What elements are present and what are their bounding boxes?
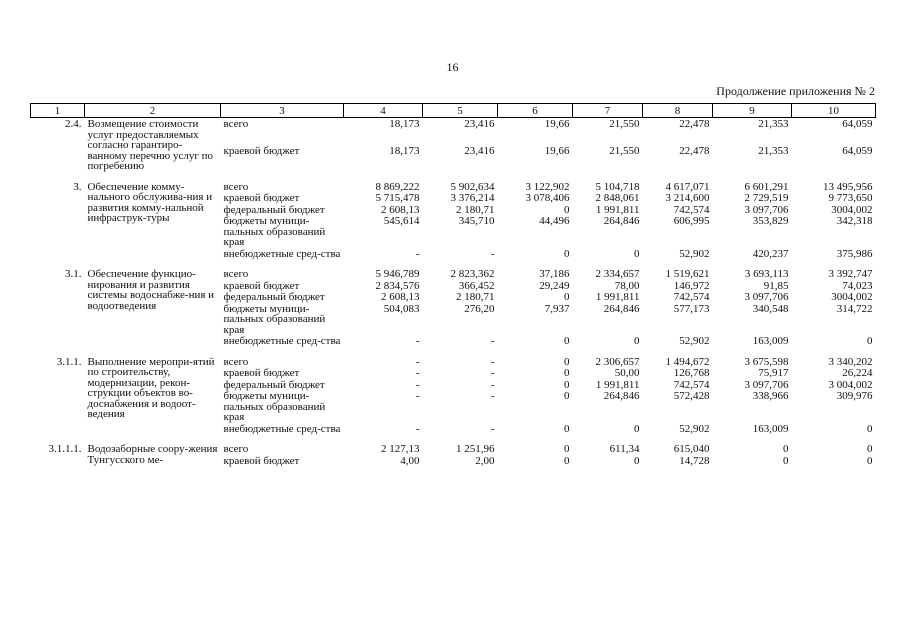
- amount-cell: 2 608,13: [381, 291, 420, 303]
- group-gap-cell: [31, 347, 876, 356]
- amount-cell: 375,986: [836, 247, 873, 260]
- amount-cell: -: [490, 335, 495, 347]
- funding-source: бюджеты муници-пальных образований края: [223, 215, 326, 248]
- amount-cell: 14,728: [679, 454, 710, 467]
- funding-source: краевой бюджет: [223, 192, 300, 204]
- amount-cell: 3 214,600: [665, 192, 710, 204]
- table-row: [31, 118, 876, 146]
- amount-cell: 44,496: [539, 215, 570, 227]
- amount-cell: 21,353: [758, 145, 789, 158]
- funding-source: бюджеты муници-пальных образований края: [223, 302, 326, 336]
- amount-cell: 9 773,650: [828, 192, 873, 204]
- item-code: 3.1.: [65, 268, 82, 280]
- column-number: 2: [85, 104, 221, 118]
- amount-cell: 742,574: [673, 291, 710, 303]
- item-code: 2.4.: [65, 118, 82, 130]
- column-number: 8: [643, 104, 713, 118]
- amount-cell: 0: [564, 291, 570, 303]
- item-name: Водозаборные соору-жения Тунгусского ме-: [87, 443, 218, 466]
- group-gap: [31, 172, 876, 181]
- amount-cell: 3 097,706: [744, 291, 789, 303]
- amount-cell: 0: [634, 454, 640, 467]
- amount-cell: 5 946,789: [375, 268, 420, 280]
- amount-cell: 0: [564, 443, 570, 455]
- amount-cell: 0: [634, 335, 640, 347]
- amount-cell: 23,416: [464, 118, 495, 130]
- amount-cell: 0: [564, 454, 570, 467]
- amount-cell: 3 097,706: [744, 203, 789, 216]
- table-row: [31, 443, 876, 455]
- amount-cell: 4 617,071: [665, 180, 710, 193]
- amount-cell: 0: [564, 355, 570, 368]
- amount-cell: 0: [564, 203, 570, 216]
- amount-cell: 0: [564, 335, 570, 347]
- amount-cell: 3 097,706: [744, 378, 789, 391]
- amount-cell: 611,34: [609, 443, 640, 455]
- amount-cell: 22,478: [679, 145, 710, 158]
- amount-cell: 0: [867, 454, 873, 467]
- group-gap-cell: [31, 259, 876, 268]
- funding-source: краевой бюджет: [223, 454, 300, 467]
- amount-cell: 18,173: [389, 145, 420, 158]
- group-gap: [31, 259, 876, 268]
- amount-cell: 0: [564, 367, 570, 379]
- amount-cell: 0: [867, 422, 873, 435]
- amount-cell: 5 104,718: [595, 180, 640, 193]
- amount-cell: 0: [564, 422, 570, 435]
- amount-cell: -: [415, 367, 420, 379]
- amount-cell: 1 519,621: [665, 268, 710, 280]
- amount-cell: 2 608,13: [381, 203, 420, 216]
- amount-cell: 342,318: [836, 215, 873, 227]
- group-gap: [31, 347, 876, 356]
- amount-cell: 340,548: [752, 302, 789, 315]
- amount-cell: 545,614: [383, 215, 420, 227]
- amount-cell: -: [415, 422, 420, 435]
- amount-cell: -: [490, 247, 495, 260]
- table-body: [31, 118, 876, 467]
- column-number-row: [31, 104, 876, 118]
- amount-cell: 0: [634, 422, 640, 435]
- amount-cell: 0: [783, 443, 789, 455]
- table-row: [31, 356, 876, 368]
- amount-cell: 742,574: [673, 378, 710, 391]
- group-gap: [31, 434, 876, 443]
- amount-cell: 2,00: [475, 454, 495, 467]
- amount-cell: 2 127,13: [381, 443, 420, 455]
- amount-cell: 366,452: [458, 279, 495, 292]
- amount-cell: 0: [564, 247, 570, 260]
- funding-source: краевой бюджет: [223, 279, 300, 292]
- amount-cell: 74,023: [842, 279, 873, 292]
- amount-cell: 50,00: [614, 367, 640, 379]
- amount-cell: 21,353: [758, 118, 789, 130]
- amount-cell: 23,416: [464, 145, 495, 158]
- amount-cell: 3 392,747: [828, 268, 873, 280]
- amount-cell: 2 848,061: [595, 192, 640, 204]
- amount-cell: 309,976: [836, 390, 873, 402]
- column-number: 6: [498, 104, 573, 118]
- amount-cell: 22,478: [679, 118, 710, 130]
- amount-cell: -: [490, 378, 495, 391]
- funding-source: всего: [223, 443, 249, 455]
- amount-cell: 2 334,657: [595, 268, 640, 280]
- funding-source: федеральный бюджет: [223, 203, 325, 216]
- amount-cell: 1 991,811: [595, 291, 640, 303]
- amount-cell: 338,966: [752, 390, 789, 402]
- amount-cell: 2 180,71: [456, 291, 495, 303]
- amount-cell: 3 122,902: [525, 180, 570, 193]
- amount-cell: 264,846: [603, 302, 640, 315]
- table-row: [31, 268, 876, 280]
- amount-cell: 13 495,956: [823, 180, 873, 193]
- group-gap-cell: [31, 434, 876, 443]
- column-number: 7: [573, 104, 643, 118]
- amount-cell: -: [415, 335, 420, 347]
- amount-cell: 314,722: [836, 302, 873, 315]
- amount-cell: 0: [634, 247, 640, 260]
- amount-cell: 75,917: [758, 367, 789, 379]
- amount-cell: -: [490, 367, 495, 379]
- amount-cell: 78,00: [614, 279, 640, 292]
- funding-source: внебюджетные сред-ства: [223, 335, 341, 347]
- amount-cell: -: [415, 355, 420, 368]
- amount-cell: 37,186: [539, 268, 570, 280]
- amount-cell: 26,224: [842, 367, 873, 379]
- funding-source: краевой бюджет: [223, 367, 300, 379]
- amount-cell: 163,009: [752, 422, 789, 435]
- amount-cell: 1 251,96: [456, 443, 495, 455]
- appendix-caption: Продолжение приложения № 2: [716, 84, 875, 98]
- amount-cell: -: [490, 390, 495, 402]
- amount-cell: 3 078,406: [525, 192, 570, 204]
- funding-source: всего: [223, 180, 249, 193]
- amount-cell: 0: [867, 443, 873, 455]
- amount-cell: 577,173: [673, 302, 710, 315]
- amount-cell: 420,237: [752, 247, 789, 260]
- item-name: Обеспечение комму-нального обслужива-ния и развития комму-нальной инфраструк-туры: [87, 180, 213, 224]
- amount-cell: 4,00: [400, 454, 420, 467]
- amount-cell: 0: [564, 390, 570, 402]
- item-code: 3.1.1.1.: [48, 443, 82, 455]
- budget-table: [30, 103, 876, 466]
- amount-cell: 264,846: [603, 390, 640, 402]
- amount-cell: 8 869,222: [375, 180, 420, 193]
- amount-cell: 91,85: [763, 279, 789, 292]
- item-name: Возмещение стоимости услуг предоставляемых согласно гарантиро-ванному перечню услуг по погребению: [87, 118, 213, 172]
- item-code: 3.: [73, 180, 82, 193]
- item-name: Обеспечение функцио-нирования и развития системы водоснабже-ния и водоотведения: [87, 268, 215, 312]
- amount-cell: 3 340,202: [828, 355, 873, 368]
- amount-cell: 29,249: [539, 279, 570, 292]
- amount-cell: 606,995: [673, 215, 710, 227]
- amount-cell: 126,768: [673, 367, 710, 379]
- column-number: 1: [31, 104, 85, 118]
- amount-cell: 64,059: [842, 145, 873, 158]
- amount-cell: 19,66: [544, 118, 570, 130]
- amount-cell: -: [415, 390, 420, 402]
- amount-cell: 18,173: [389, 118, 420, 130]
- funding-source: федеральный бюджет: [223, 291, 325, 303]
- amount-cell: 3004,002: [831, 203, 873, 216]
- amount-cell: 345,710: [458, 215, 495, 227]
- column-number: 4: [344, 104, 423, 118]
- amount-cell: -: [490, 422, 495, 435]
- amount-cell: 21,550: [609, 145, 640, 158]
- amount-cell: -: [415, 247, 420, 260]
- amount-cell: 163,009: [752, 335, 789, 347]
- funding-source: всего: [223, 118, 249, 130]
- amount-cell: 3 004,002: [828, 378, 873, 391]
- table-row: [31, 181, 876, 193]
- amount-cell: 264,846: [603, 215, 640, 227]
- amount-cell: 2 180,71: [456, 203, 495, 216]
- funding-source: всего: [223, 268, 249, 280]
- amount-cell: 0: [564, 378, 570, 391]
- item-code: 3.1.1.: [56, 355, 82, 368]
- amount-cell: 52,902: [679, 335, 710, 347]
- amount-cell: 5 715,478: [375, 192, 420, 204]
- amount-cell: 572,428: [673, 390, 710, 402]
- amount-cell: 52,902: [679, 247, 710, 260]
- amount-cell: 3 376,214: [450, 192, 495, 204]
- amount-cell: 52,902: [679, 422, 710, 435]
- funding-source: внебюджетные сред-ства: [223, 247, 341, 260]
- column-number: 3: [221, 104, 344, 118]
- amount-cell: 3004,002: [831, 291, 873, 303]
- amount-cell: 504,083: [383, 302, 420, 315]
- amount-cell: -: [490, 355, 495, 368]
- amount-cell: 615,040: [673, 443, 710, 455]
- amount-cell: 6 601,291: [744, 180, 789, 193]
- item-name: Выполнение меропри-ятий по строительству, модернизации, рекон-струкции объектов во-доснабжения и водоот-ведения: [87, 355, 215, 420]
- amount-cell: 7,937: [544, 302, 570, 315]
- funding-source: внебюджетные сред-ства: [223, 422, 341, 435]
- amount-cell: 2 823,362: [450, 268, 495, 280]
- amount-cell: 1 991,811: [595, 203, 640, 216]
- amount-cell: 3 693,113: [744, 268, 789, 280]
- column-number: 5: [423, 104, 498, 118]
- amount-cell: 1 494,672: [665, 355, 710, 368]
- amount-cell: 64,059: [842, 118, 873, 130]
- funding-source: всего: [223, 355, 249, 368]
- funding-source: краевой бюджет: [223, 145, 300, 158]
- amount-cell: 0: [867, 335, 873, 347]
- amount-cell: 2 306,657: [595, 355, 640, 368]
- amount-cell: 3 675,598: [744, 355, 789, 368]
- group-gap-cell: [31, 172, 876, 181]
- column-number: 9: [713, 104, 792, 118]
- amount-cell: 5 902,634: [450, 180, 495, 193]
- amount-cell: 21,550: [609, 118, 640, 130]
- funding-source: федеральный бюджет: [223, 378, 325, 391]
- amount-cell: 742,574: [673, 203, 710, 216]
- amount-cell: 2 834,576: [375, 279, 420, 292]
- amount-cell: 1 991,811: [595, 378, 640, 391]
- amount-cell: 2 729,519: [744, 192, 789, 204]
- amount-cell: -: [415, 378, 420, 391]
- page-number: 16: [446, 60, 459, 74]
- amount-cell: 19,66: [544, 145, 570, 158]
- amount-cell: 276,20: [464, 302, 495, 315]
- column-number: 10: [792, 104, 876, 118]
- funding-source: бюджеты муници-пальных образований края: [223, 390, 326, 423]
- amount-cell: 146,972: [673, 279, 710, 292]
- amount-cell: 353,829: [752, 215, 789, 227]
- amount-cell: 0: [783, 454, 789, 467]
